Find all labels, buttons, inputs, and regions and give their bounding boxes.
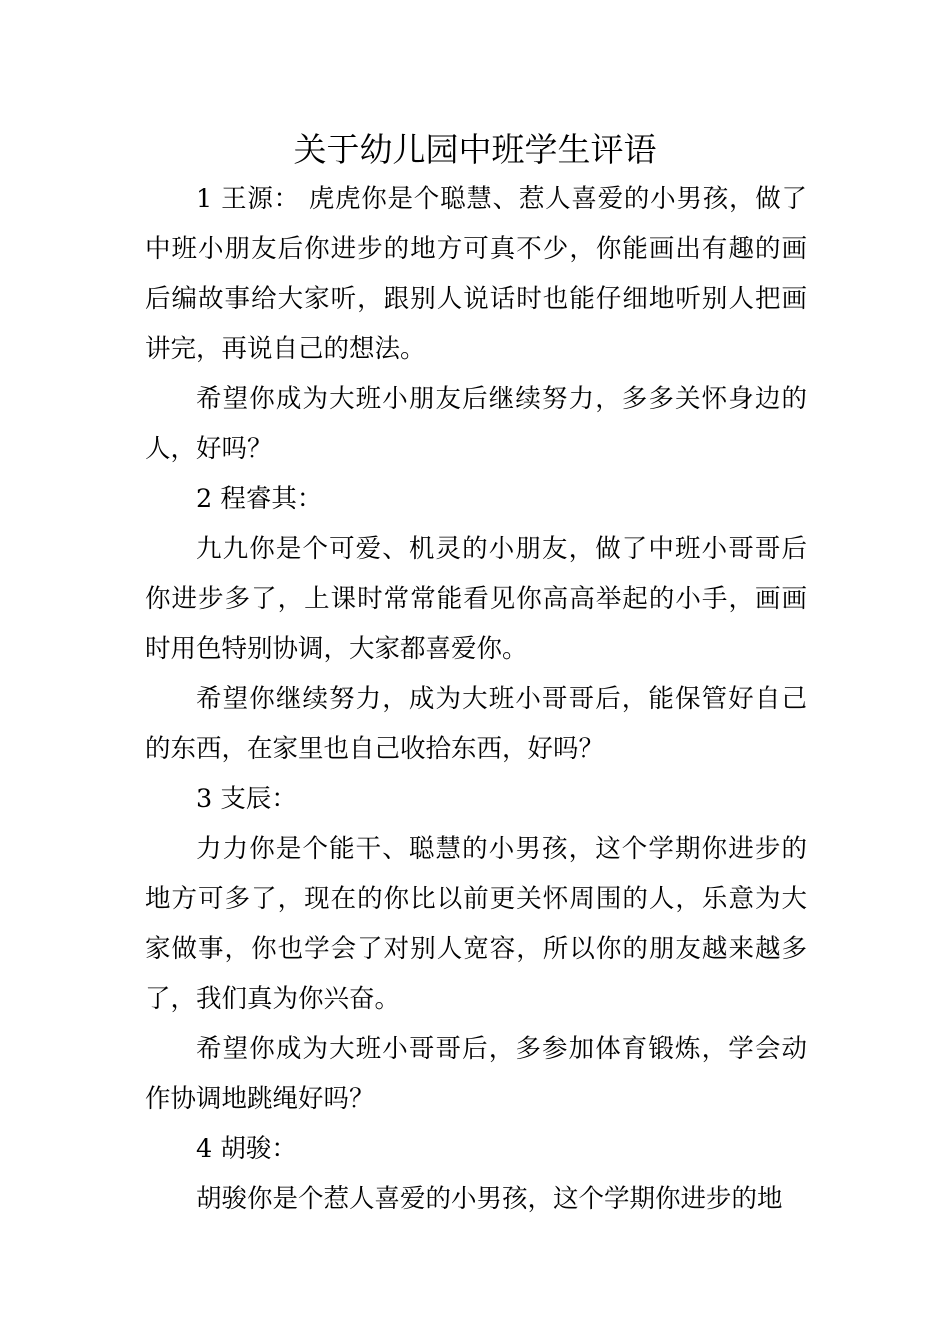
paragraph: 1 王源： 虎虎你是个聪慧、惹人喜爱的小男孩，做了中班小朋友后你进步的地方可真不少，你能画出有趣的画后编故事给大家听，跟别人说话时也能仔细地听别人把画讲完，再说自己的想法。: [145, 184, 807, 364]
document-title: 关于幼儿园中班学生评语: [293, 130, 657, 169]
paragraph: 胡骏你是个惹人喜爱的小男孩，这个学期你进步的地: [196, 1184, 783, 1214]
paragraph: 2 程睿其：: [196, 484, 323, 514]
document-body: [145, 174, 807, 1224]
paragraph: 力力你是个能干、聪慧的小男孩，这个学期你进步的地方可多了，现在的你比以前更关怀周围的人，乐意为大家做事，你也学会了对别人宽容，所以你的朋友越来越多了，我们真为你兴奋。: [145, 834, 807, 1014]
paragraph: 希望你成为大班小朋友后继续努力，多多关怀身边的人，好吗？: [145, 384, 807, 464]
paragraph: 4 胡骏：: [196, 1134, 297, 1164]
paragraph: 希望你成为大班小哥哥后，多参加体育锻炼，学会动作协调地跳绳好吗？: [145, 1034, 807, 1114]
paragraph: 3 支辰：: [196, 784, 297, 814]
paragraph: 九九你是个可爱、机灵的小朋友，做了中班小哥哥后你进步多了，上课时常常能看见你高高举起的小手，画画时用色特别协调，大家都喜爱你。: [145, 534, 807, 664]
paragraph: 希望你继续努力，成为大班小哥哥后，能保管好自己的东西，在家里也自己收拾东西，好吗？: [145, 684, 807, 764]
